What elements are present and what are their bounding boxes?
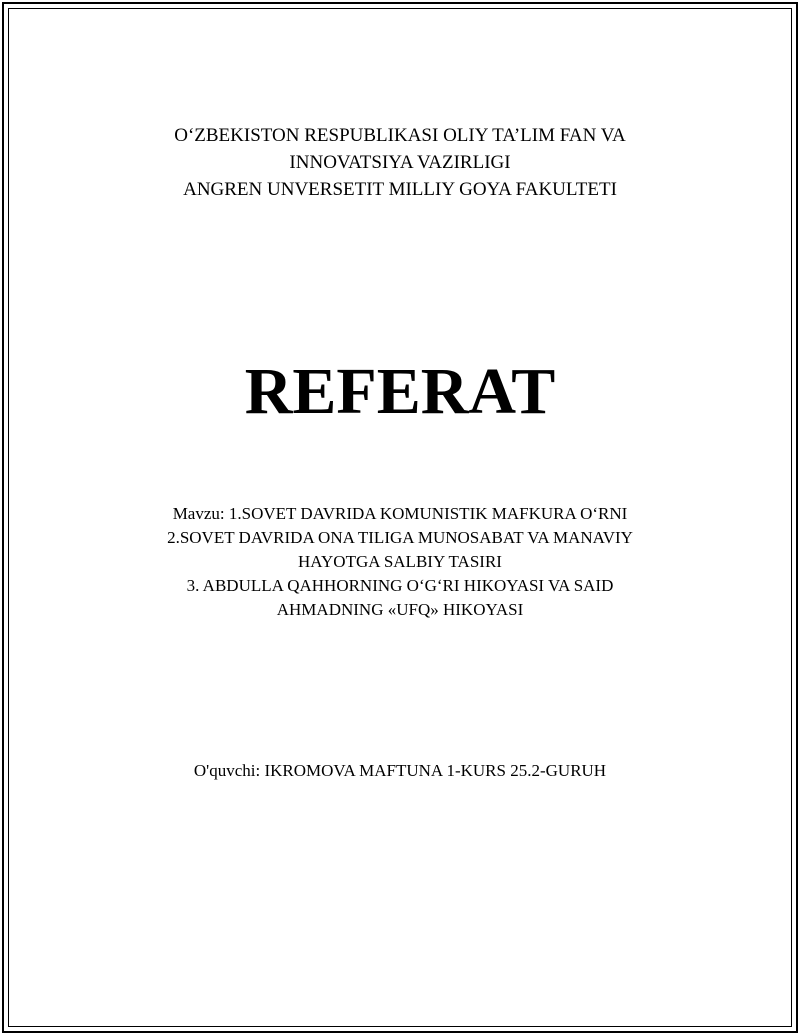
topic-line: Mavzu: 1.SOVET DAVRIDA KOMUNISTIK MAFKURA O‘RNI xyxy=(172,504,628,523)
topic-line: AHMADNING «UFQ» HIKOYASI xyxy=(276,600,524,619)
header-line: INNOVATSIYA VAZIRLIGI xyxy=(289,152,511,173)
header-line: ANGREN UNVERSETIT MILLIY GOYA FAKULTETI xyxy=(183,179,617,200)
header-line: O‘ZBEKISTON RESPUBLIKASI OLIY TA’LIM FAN VA xyxy=(174,125,626,146)
topic-line: 2.SOVET DAVRIDA ONA TILIGA MUNOSABAT VA MANAVIY xyxy=(167,528,633,547)
topic-line: 3. ABDULLA QAHHORNING O‘G‘RI HIKOYASI VA SAID xyxy=(186,576,614,595)
institution-header xyxy=(0,122,800,203)
student-info: O'quvchi: IKROMOVA MAFTUNA 1-KURS 25.2-GURUH xyxy=(193,761,607,780)
topic-block xyxy=(0,502,800,622)
topic-line: HAYOTGA SALBIY TASIRI xyxy=(298,552,502,571)
document-title: REFERAT xyxy=(244,355,556,428)
